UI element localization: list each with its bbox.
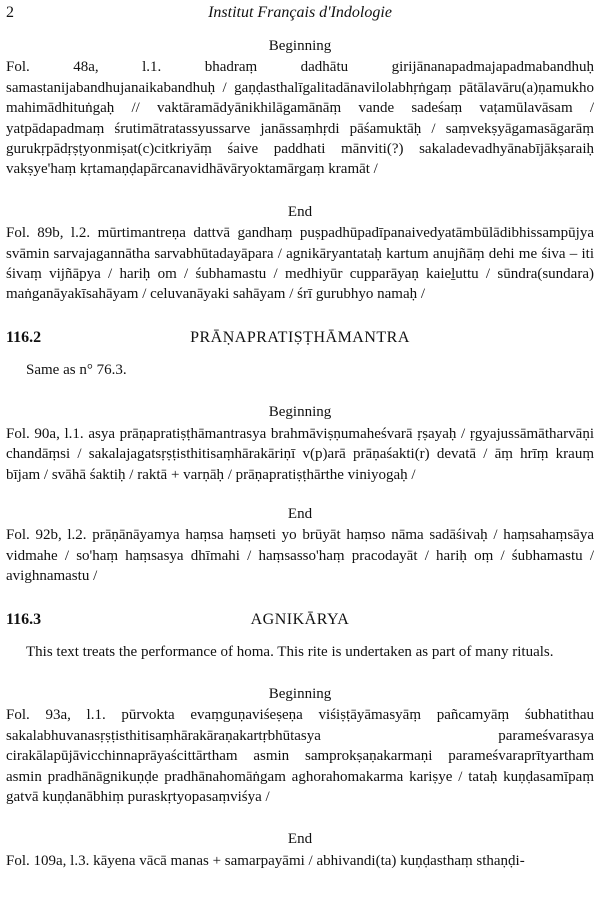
catalogue-paragraph: Fol. 109a, l.3. kāyena vācā manas + samarpayāmi / abhivandi(ta) kuṇḍasthaṃ sthaṇḍi- xyxy=(6,852,525,869)
section-heading xyxy=(6,326,594,350)
catalogue-paragraph: Fol. 93a, l.1. pūrvokta evaṃguṇaviśeṣeṇa viśiṣṭāyāmasyāṃ pañcamyāṃ śubhatithau sakalabhuvanasṛṣṭisthitisaṃhārakāraṇakartṛbhūtasya parameśvarasya cirakālapūjāvicchinnaprāyaścittārtham asmin samprokṣaṇakarmaṇi parameśvaraprītyartham asmin pradhānāgnikuṇḍe pradhānahomāṅgam aghorahomakarma kariṣye / tataḥ kuṇḍasamīpaṃ gatvā kuṇḍanābhiṃ puraskṛtyopasaṃviśya / xyxy=(6,707,594,805)
running-head xyxy=(6,4,594,26)
running-title: Institut Français d'Indologie xyxy=(208,4,392,21)
subhead-beginning: Beginning xyxy=(268,685,332,702)
subhead-end: End xyxy=(287,831,313,848)
subhead-end: End xyxy=(287,505,313,522)
section-number: 116.3 xyxy=(6,610,42,628)
section-heading xyxy=(6,608,594,632)
subhead-beginning: Beginning xyxy=(268,404,332,421)
catalogue-paragraph: Fol. 48a, l.1. bhadraṃ dadhātu girijānanapadmajapadmabandhuḥ samastanijabandhujanaikabandhuḥ / gaṇḍasthalīgalitadānavilolabhṛṅgaṃ pātālavāru(a)ṇamukho mahimādhituṅgaḥ // vaktāramādyānikhilāgamānāṃ vande sadeśaṃ vaṭamūlavāsam / yatpādapadmaṃ śrutimātratassyussarve janāssaṃhṛdi pāśamuktāḥ / saṃvekṣyāgamasāgarāṃ gurukṛpādṛṣṭyonmiṣat(c)citkriyāṃ śaive paddhati mānviti(?) sakaladevadhyānabījākṣaraiḥ vakṣye'haṃ kṛtamaṇḍapārcanavidhāvāryoktamārgaṃ kramāt / xyxy=(6,59,594,178)
catalogue-paragraph: Fol. 90a, l.1. asya prāṇapratiṣṭhāmantrasya brahmāviṣṇumaheśvarā ṛṣayaḥ / ṛgyajussāmātharvāṇi chandāṃsi / sakalajagatsṛṣṭisthitisaṃhārakāriṇī v(p)arā prāṇaśakti(r) devatā / āṃ hrīṃ krauṃ bījam / svāhā śaktiḥ / raktā + varṇāḥ / prāṇapratiṣṭhārthe viniyogaḥ / xyxy=(6,425,594,483)
subhead-beginning: Beginning xyxy=(268,38,332,54)
catalogue-paragraph: Fol. 89b, l.2. mūrtimantreṇa dattvā gandhaṃ puṣpadhūpadīpanaivedyatāmbūlādibhissampūjya svāmin sarvajagannātha sarvabhūtadayāpara / agnikāryantataḥ kartum anujñāṃ dehi me śiva – iti śivaṃ vijñāpya / hariḥ om / śubhamastu / medhiyūr cupparāyaṇ kaieḻuttu / sūndra(sundara) maṅganāyakīsahāyam / celuvanāyaki sahāyam / śrī gurubhyo namaḥ / xyxy=(6,225,594,303)
section-title: PRĀṆAPRATIṢṬHĀMANTRA xyxy=(190,328,410,346)
section-note: Same as n° 76.3. xyxy=(26,361,127,378)
page-number: 2 xyxy=(6,4,14,21)
catalogue-paragraph: Fol. 92b, l.2. prāṇānāyamya haṃsa haṃseti yo brūyāt haṃso nāma sadāśivaḥ / haṃsahaṃsāya vidmahe / so'haṃ haṃsasya dhīmahi / haṃsasso'haṃ pracodayāt / hariḥ oṃ / śubhamastu / avighnamastu / xyxy=(6,527,594,585)
section-title: AGNIKĀRYA xyxy=(250,610,350,628)
page-body xyxy=(6,36,594,871)
section-note: This text treats the performance of homa. This rite is undertaken as part of many rituals. xyxy=(26,643,554,660)
subhead-end: End xyxy=(287,203,313,220)
section-number: 116.2 xyxy=(6,328,42,346)
